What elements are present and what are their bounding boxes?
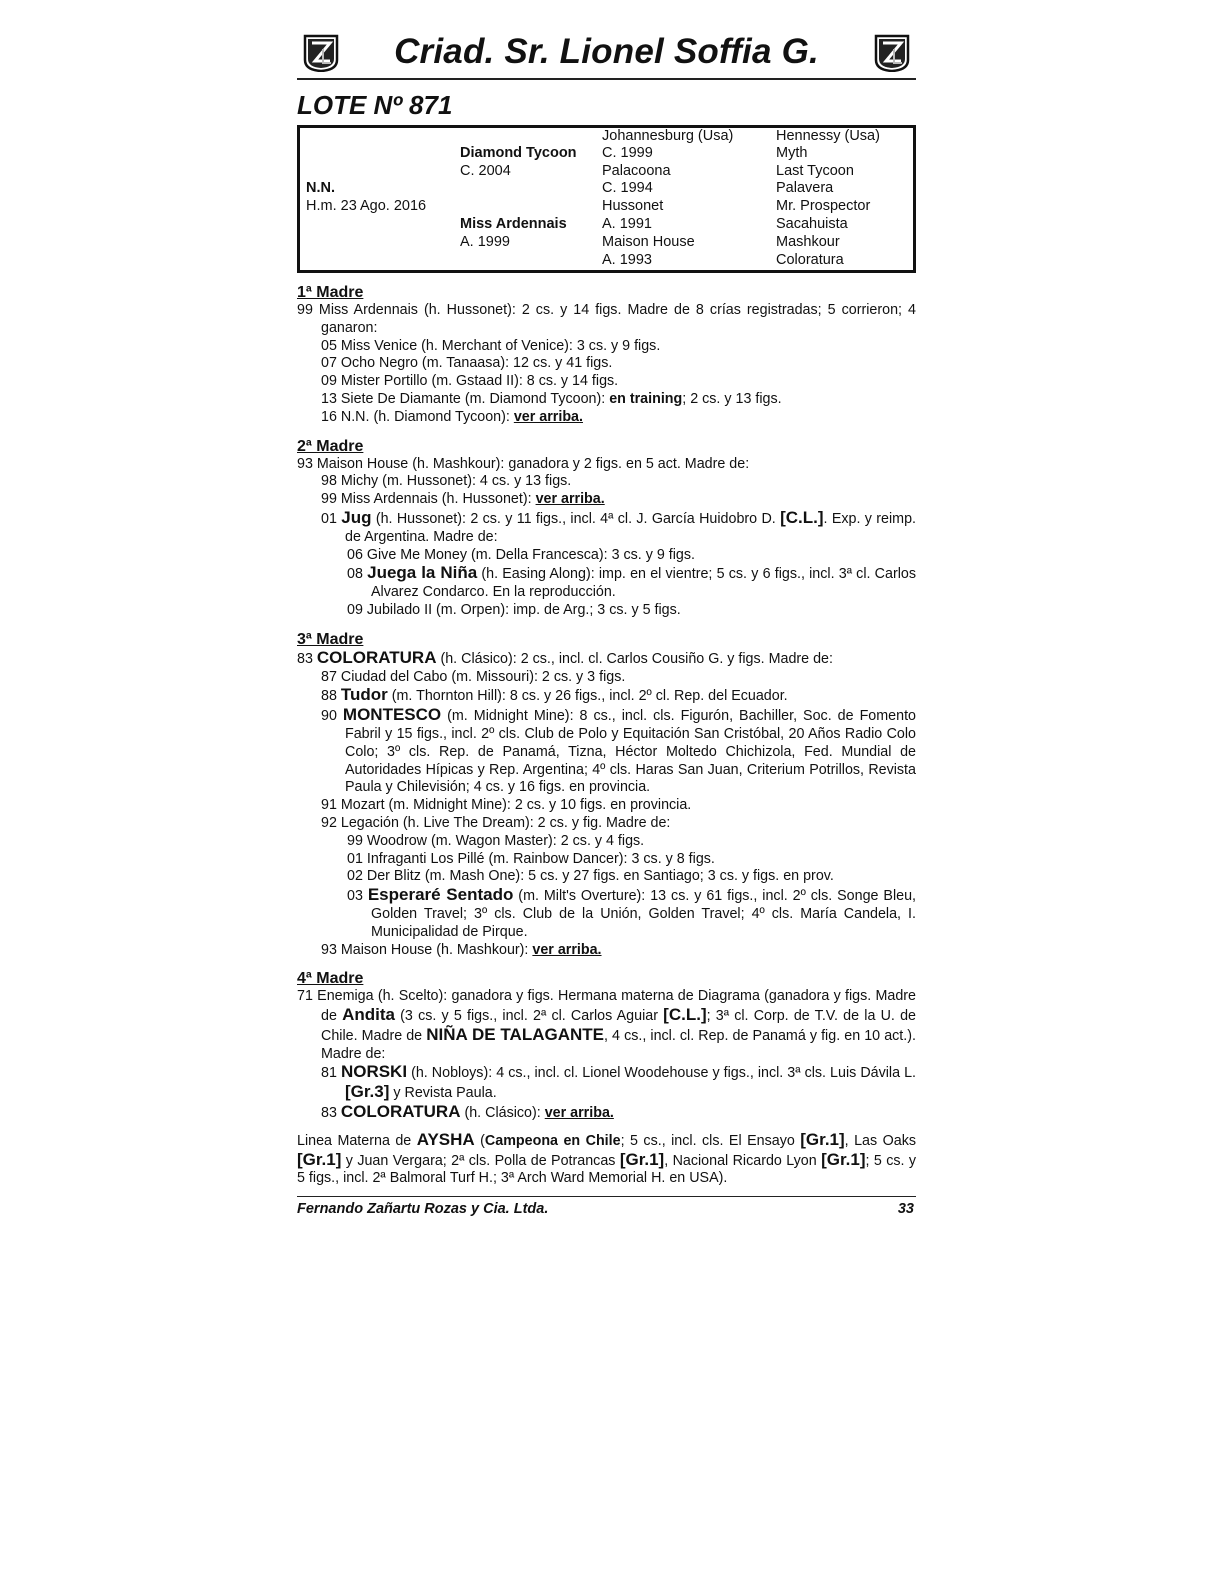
produce-entry: 87 Ciudad del Cabo (m. Missouri): 2 cs. y 3 figs. [321, 668, 626, 685]
dam-entry: 83 COLORATURA (h. Clásico): 2 cs., incl. cl. Carlos Cousiño G. y figs. Madre de: [297, 647, 833, 667]
ggp-7: Mashkour [776, 234, 840, 250]
section-title-4: 4ª Madre [297, 970, 364, 988]
catalog-page [297, 30, 916, 1223]
produce-entry: 91 Mozart (m. Midnight Mine): 2 cs. y 10 figs. en provincia. [321, 797, 692, 814]
breeder-title: Criad. Sr. Lionel Soffia G. [394, 32, 819, 71]
produce-entry: 98 Michy (m. Hussonet): 4 cs. y 13 figs. [321, 473, 572, 490]
maternal-line-note: Linea Materna de AYSHA (Campeona en Chile; 5 cs., incl. cls. El Ensayo [Gr.1], Las Oaks [Gr.1] y Juan Vergara; 2ª cls. Polla de Potrancas [Gr.1], Nacional Ricardo Lyon [Gr.1]; 5 cs. y 5 figs., incl. 2ª Balmoral Turf H.; 3ª Arch Ward Memorial H. en USA). [297, 1129, 916, 1187]
dam-entry: 99 Miss Ardennais (h. Hussonet): 2 cs. y 14 figs. Madre de 8 crías registradas; 5 corrieron; 4 ganaron: [297, 302, 916, 336]
company-name: Fernando Zañartu Rozas y Cia. Ltda. [297, 1201, 549, 1218]
produce-entry: 88 Tudor (m. Thornton Hill): 8 cs. y 26 figs., incl. 2º cl. Rep. del Ecuador. [321, 685, 788, 705]
grandsire-1-info: C. 1999 [602, 145, 653, 161]
page-number: 33 [897, 1201, 914, 1218]
produce-entry: 83 COLORATURA (h. Clásico): ver arriba. [321, 1102, 614, 1122]
granddam-1: Palacoona [602, 163, 671, 179]
sire-name: Diamond Tycoon [460, 145, 577, 161]
produce-entry: 93 Maison House (h. Mashkour): ver arriba. [321, 941, 602, 958]
ggp-5: Mr. Prospector [776, 198, 871, 214]
ggp-8: Coloratura [776, 252, 844, 268]
granddam-2: Maison House [602, 234, 695, 250]
ggp-1: Hennessy (Usa) [776, 128, 880, 144]
produce-entry: 92 Legación (h. Live The Dream): 2 cs. y fig. Madre de: [321, 814, 671, 831]
subject-info: H.m. 23 Ago. 2016 [306, 198, 427, 214]
pedigree-table [297, 125, 916, 273]
produce-entry: 09 Mister Portillo (m. Gstaad II): 8 cs. y 14 figs. [321, 373, 619, 390]
grandsire-2: Hussonet [602, 198, 664, 214]
dam-entry: 93 Maison House (h. Mashkour): ganadora y 2 figs. en 5 act. Madre de: [297, 455, 750, 472]
produce-entry: 99 Miss Ardennais (h. Hussonet): ver arriba. [321, 491, 605, 508]
produce-entry: 16 N.N. (h. Diamond Tycoon): ver arriba. [321, 408, 583, 425]
produce-entry: 09 Jubilado II (m. Orpen): imp. de Arg.; 3 cs. y 5 figs. [347, 601, 681, 618]
ggp-2: Myth [776, 145, 808, 161]
produce-entry: 05 Miss Venice (h. Merchant of Venice): 3 cs. y 9 figs. [321, 337, 661, 354]
see-above-reference: ver arriba. [513, 408, 583, 425]
see-above-reference: ver arriba. [532, 941, 602, 958]
sire-info: C. 2004 [460, 163, 511, 179]
ggp-3: Last Tycoon [776, 163, 854, 179]
zl-monogram-icon [301, 32, 341, 72]
section-title-1: 1ª Madre [297, 284, 364, 301]
lot-number: LOTE Nº 871 [297, 90, 453, 120]
ggp-6: Sacahuista [776, 216, 848, 232]
ggp-4: Palavera [776, 180, 834, 196]
dam-info: A. 1999 [460, 234, 510, 250]
produce-entry: 99 Woodrow (m. Wagon Master): 2 cs. y 4 figs. [347, 832, 645, 849]
see-above-reference: ver arriba. [544, 1105, 614, 1122]
produce-entry: 03 Esperaré Sentado (m. Milt's Overture): 13 cs. y 61 figs., incl. 2º cls. Songe Bleu, Golden Travel; 3º cls. Club de la Unión, Golden Travel; 4º cls. María Candela, I. Municipalidad de Pirque. [347, 885, 917, 940]
produce-entry: 13 Siete De Diamante (m. Diamond Tycoon): en training; 2 cs. y 13 figs. [321, 390, 782, 407]
grandsire-1: Johannesburg (Usa) [602, 128, 734, 144]
dam-entry: 71 Enemiga (h. Scelto): ganadora y figs. Hermana materna de Diagrama (ganadora y figs. Madre de Andita (3 cs. y 5 figs., incl. 2ª cl. Carlos Aguiar [C.L.]; 3ª cl. Corp. de T.V. de la U. de Chile. Madre de NIÑA DE TALAGANTE, 4 cs., incl. cl. Rep. de Panamá y fig. en 10 act.). Madre de: [297, 988, 916, 1062]
produce-entry: 08 Juega la Niña (h. Easing Along): imp. en el vientre; 5 cs. y 6 figs., incl. 3ª cl. Carlos Alvarez Condarco. En la reproducción. [347, 563, 916, 601]
zl-monogram-icon [872, 32, 912, 72]
produce-entry: 81 NORSKI (h. Nobloys): 4 cs., incl. cl. Lionel Woodehouse y figs., incl. 3ª cls. Luis Dávila L. [Gr.3] y Revista Paula. [321, 1062, 916, 1102]
page-footer [297, 1196, 916, 1223]
produce-entry: 02 Der Blitz (m. Mash One): 5 cs. y 27 figs. en Santiago; 3 cs. y figs. en prov. [347, 868, 834, 885]
granddam-2-info: A. 1993 [602, 252, 652, 268]
grandsire-2-info: A. 1991 [602, 216, 652, 232]
produce-entry: 06 Give Me Money (m. Della Francesca): 3 cs. y 9 figs. [347, 546, 696, 563]
see-above-reference: ver arriba. [535, 491, 605, 508]
granddam-1-info: C. 1994 [602, 180, 653, 196]
produce-entry: 07 Ocho Negro (m. Tanaasa): 12 cs. y 41 figs. [321, 355, 613, 372]
subject-name: N.N. [306, 180, 335, 196]
dam-name: Miss Ardennais [460, 216, 567, 232]
page-header [297, 30, 916, 80]
produce-entry: 90 MONTESCO (m. Midnight Mine): 8 cs., incl. cls. Figurón, Bachiller, Soc. de Fomento Fabril y 15 figs., incl. 2º cls. Club de Polo y Equitación San Cristóbal, 20 Años Radio Colo Colo; 3º cls. Rep. de Panamá, Tizna, Héctor Moltedo Chichizola, Fed. Mundial de Autoridades Hípicas y Rep. Argentina; 4º cls. Haras San Juan, Criterium Potrillos, Revista Paula y Chilevisión; 4 cs. y 16 figs. en provincia. [321, 705, 916, 796]
produce-entry: 01 Infraganti Los Pillé (m. Rainbow Dancer): 3 cs. y 8 figs. [347, 850, 715, 867]
produce-entry: 01 Jug (h. Hussonet): 2 cs. y 11 figs., incl. 4ª cl. J. García Huidobro D. [C.L.]. Exp. y reimp. de Argentina. Madre de: [321, 507, 916, 545]
section-title-3: 3ª Madre [297, 630, 364, 648]
section-title-2: 2ª Madre [297, 437, 364, 455]
